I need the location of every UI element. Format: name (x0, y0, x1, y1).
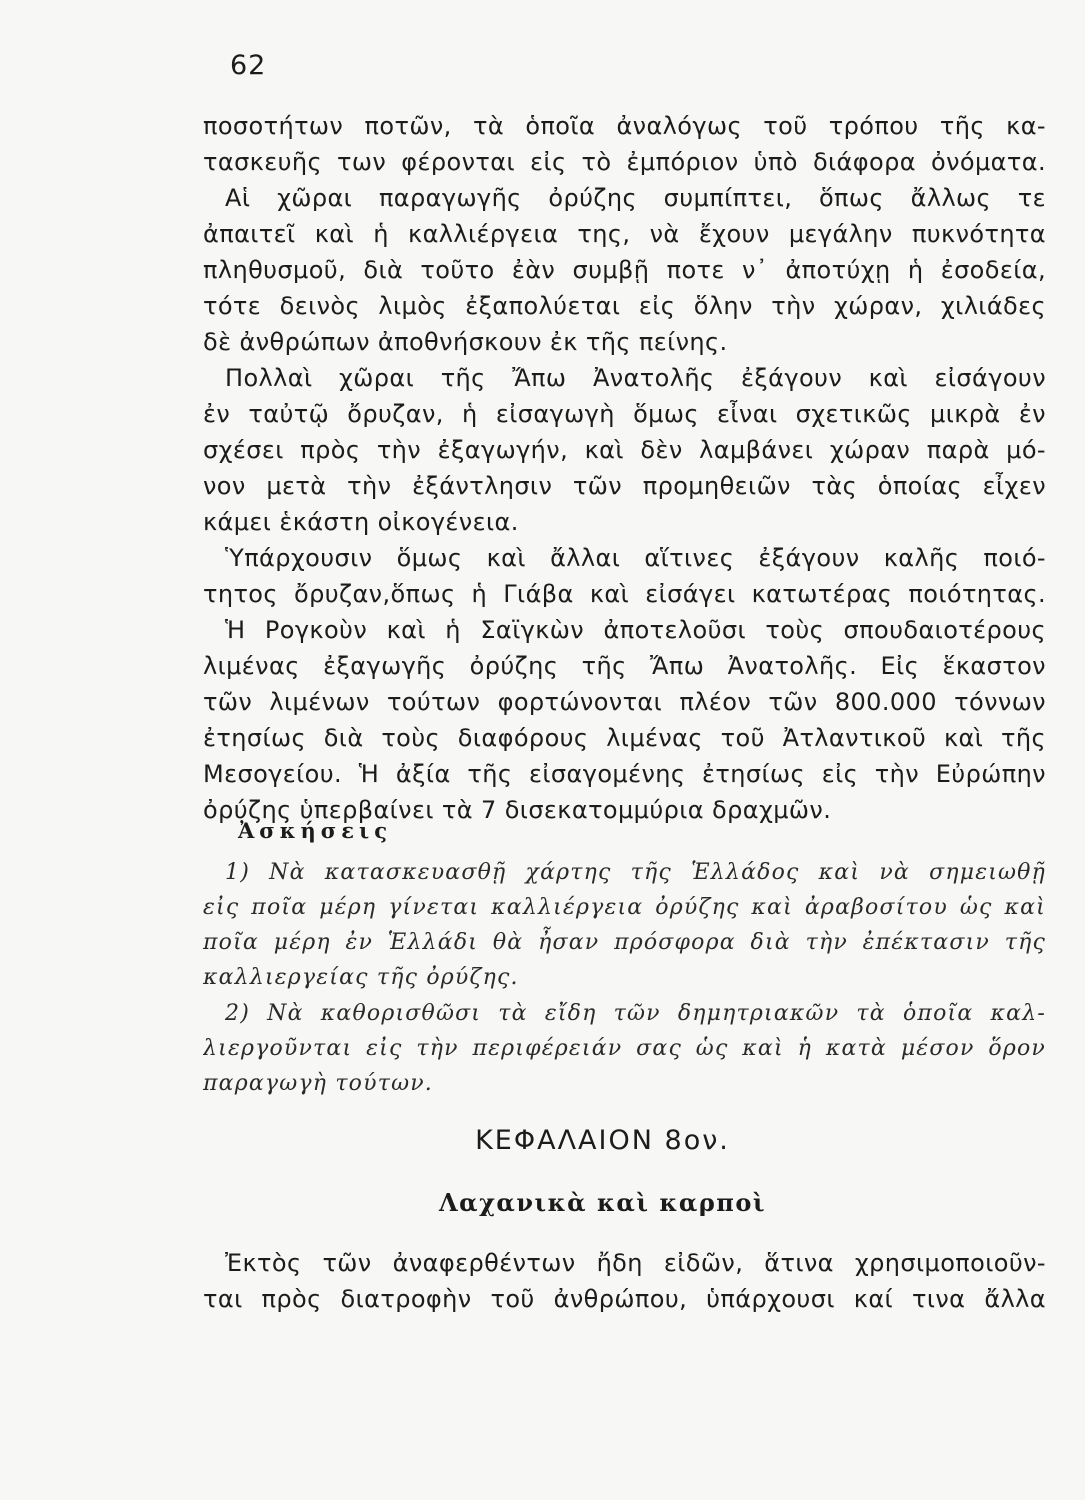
body-line: ὀρύζης ὑπερβαίνει τὰ 7 δισεκατομμύρια δραχμῶν. (203, 796, 832, 824)
body-line: λιμένας ἐξαγωγῆς ὀρύζης τῆς Ἄπω Ἀνατολῆς. Εἰς ἕκαστον (203, 652, 1046, 680)
body-line: σχέσει πρὸς τὴν ἐξαγωγήν, καὶ δὲν λαμβάνει χώραν παρὰ μό- (203, 436, 1046, 464)
body-line: Μεσογείου. Ἡ ἀξία τῆς εἰσαγομένης ἐτησίως εἰς τὴν Εὐρώπην (203, 760, 1046, 788)
exercise-line: καλλιεργείας τῆς ὀρύζης. (203, 965, 519, 990)
body-line: τητος ὄρυζαν,ὅπως ἡ Γιάβα καὶ εἰσάγει κατωτέρας ποιότητας. (203, 580, 1046, 608)
body-line: κάμει ἑκάστη οἰκογένεια. (203, 508, 519, 536)
body-line: ποσοτήτων ποτῶν, τὰ ὁποῖα ἀναλόγως τοῦ τρόπου τῆς κα- (203, 112, 1046, 140)
exercise-line: λιεργοῦνται εἰς τὴν περιφέρειάν σας ὡς καὶ ἡ κατὰ μέσον ὅρον (203, 1036, 1046, 1061)
body-line: ἐν ταὐτῷ ὄρυζαν, ἡ εἰσαγωγὴ ὅμως εἶναι σχετικῶς μικρὰ ἐν (203, 400, 1046, 428)
body-line: δὲ ἀνθρώπων ἀποθνήσκουν ἐκ τῆς πείνης. (203, 328, 728, 356)
body-line: Πολλαὶ χῶραι τῆς Ἄπω Ἀνατολῆς ἐξάγουν καὶ εἰσάγουν (225, 364, 1046, 392)
exercise-line: παραγωγὴ τούτων. (203, 1071, 433, 1096)
body-line: τότε δεινὸς λιμὸς ἐξαπολύεται εἰς ὅλην τὴν χώραν, χιλιάδες (203, 292, 1046, 320)
body-line: Αἱ χῶραι παραγωγῆς ὀρύζης συμπίπτει, ὅπως ἄλλως τε (225, 184, 1046, 212)
exercise-line: 2) Νὰ καθορισθῶσι τὰ εἴδη τῶν δημητριακῶν τὰ ὁποῖα καλ- (225, 1001, 1046, 1026)
body-line: ἐτησίως διὰ τοὺς διαφόρους λιμένας τοῦ Ἀτλαντικοῦ καὶ τῆς (203, 724, 1046, 752)
body-line: τασκευῆς των φέρονται εἰς τὸ ἐμπόριον ὑπὸ διάφορα ὀνόματα. (203, 148, 1046, 176)
body-line: ἀπαιτεῖ καὶ ἡ καλλιέργεια της, νὰ ἔχουν μεγάλην πυκνότητα (203, 220, 1046, 248)
chapter-title: ΚΕΦΑΛΑΙΟΝ 8ον. (475, 1125, 730, 1156)
body-line: νον μετὰ τὴν ἐξάντλησιν τῶν προμηθειῶν τὰς ὁποίας εἶχεν (203, 472, 1046, 500)
exercise-line: ποῖα μέρη ἐν Ἑλλάδι θὰ ἦσαν πρόσφορα διὰ τὴν ἐπέκτασιν τῆς (203, 930, 1046, 955)
page-number: 62 (230, 50, 267, 81)
body-line: πληθυσμοῦ, διὰ τοῦτο ἐὰν συμβῇ ποτε ν᾽ ἀποτύχῃ ἡ ἐσοδεία, (203, 256, 1046, 284)
exercise-line: εἰς ποῖα μέρη γίνεται καλλιέργεια ὀρύζης καὶ ἀραβοσίτου ὡς καὶ (203, 895, 1046, 920)
body-line: τῶν λιμένων τούτων φορτώνονται πλέον τῶν 800.000 τόννων (203, 688, 1046, 716)
exercise-line: 1) Νὰ κατασκευασθῇ χάρτης τῆς Ἑλλάδος καὶ νὰ σημειωθῇ (225, 860, 1046, 885)
section-title: Λαχανικὰ καὶ καρποὶ (439, 1188, 766, 1217)
body-line: Ὑπάρχουσιν ὅμως καὶ ἄλλαι αἵτινες ἐξάγουν καλῆς ποιό- (225, 544, 1046, 572)
body-line: ται πρὸς διατροφὴν τοῦ ἀνθρώπου, ὑπάρχουσι καί τινα ἄλλα (203, 1285, 1046, 1313)
body-line: Ἐκτὸς τῶν ἀναφερθέντων ἤδη εἰδῶν, ἅτινα χρησιμοποιοῦν- (225, 1249, 1046, 1277)
body-line: Ἡ Ρογκοὺν καὶ ἡ Σαϊγκὼν ἀποτελοῦσι τοὺς σπουδαιοτέρους (225, 616, 1046, 644)
exercises-heading: Ἀσκήσεις (238, 818, 392, 843)
